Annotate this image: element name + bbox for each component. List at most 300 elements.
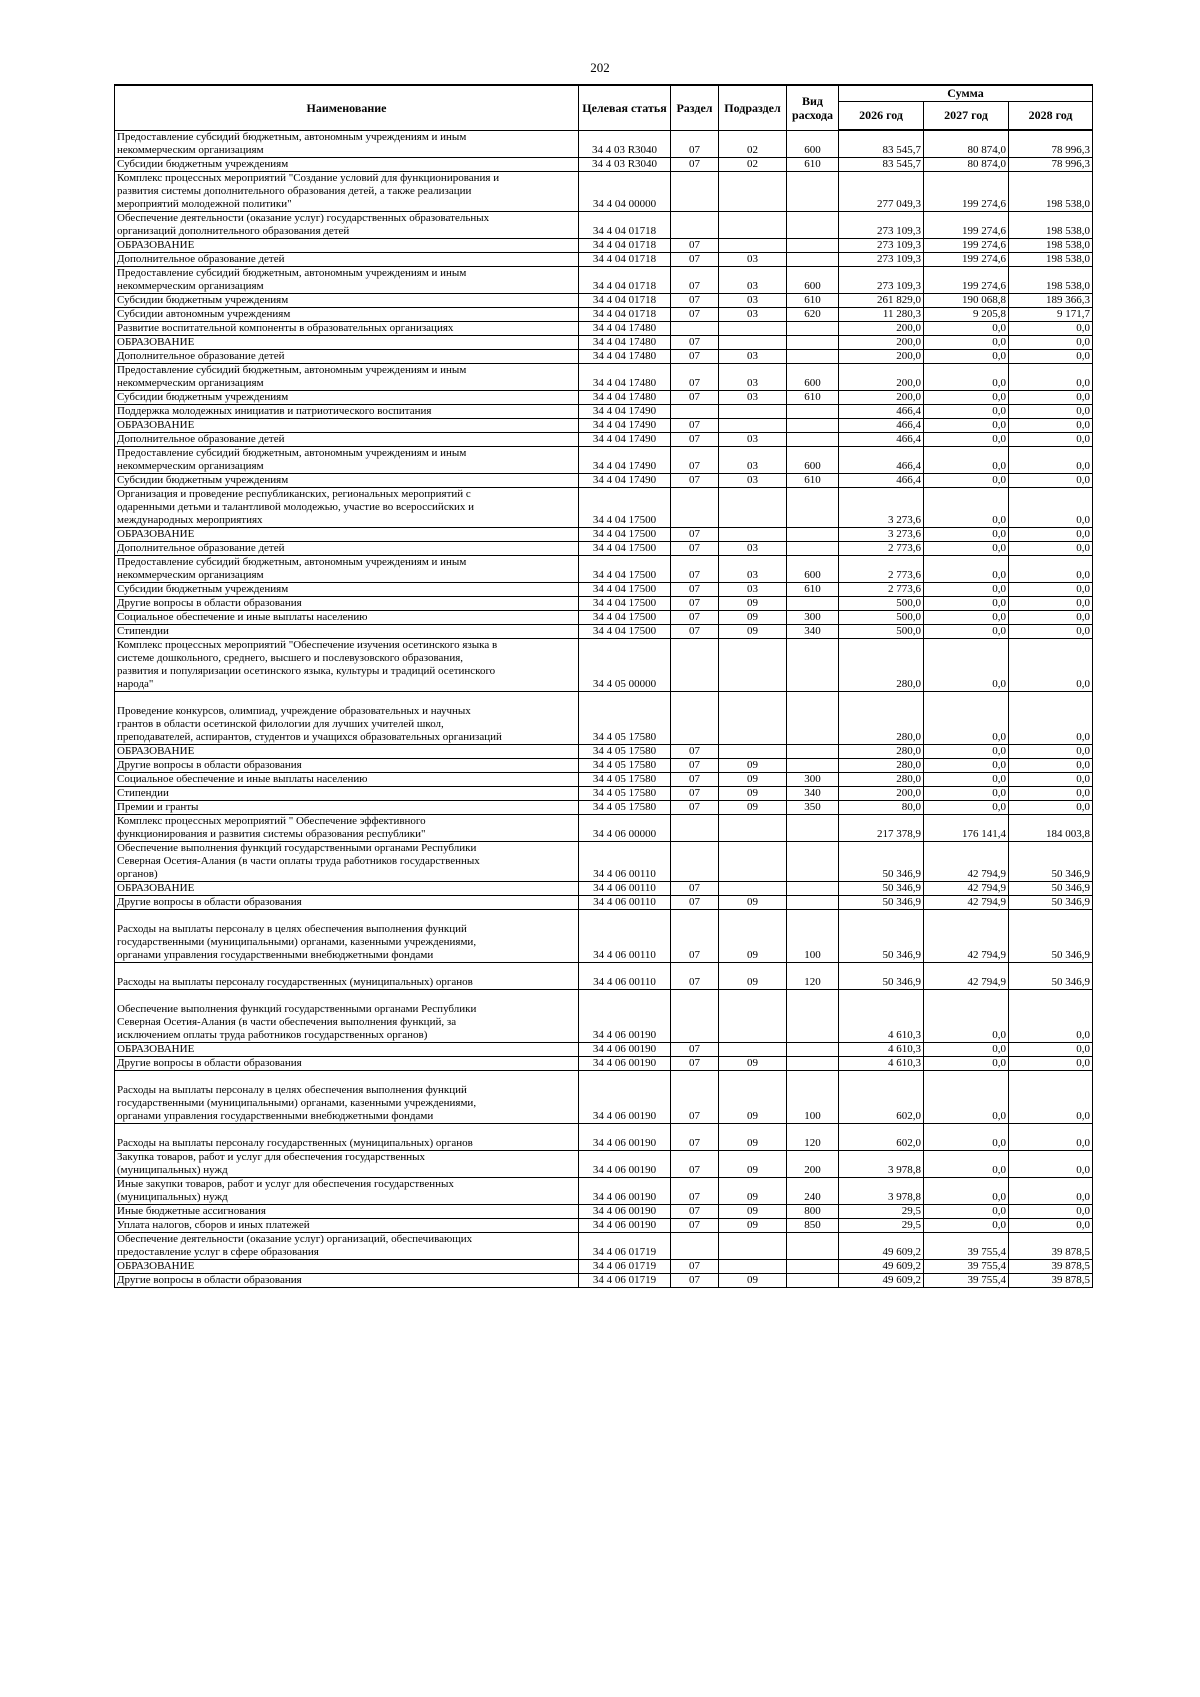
row-razdel: 07 <box>671 266 719 293</box>
row-sum-2027: 42 794,9 <box>924 895 1009 909</box>
row-target-code: 34 4 05 00000 <box>579 638 671 691</box>
row-razdel: 07 <box>671 1204 719 1218</box>
row-sum-2028: 0,0 <box>1009 744 1093 758</box>
row-vid: 800 <box>787 1204 839 1218</box>
row-sum-2026: 80,0 <box>839 800 924 814</box>
row-sum-2026: 280,0 <box>839 772 924 786</box>
row-sum-2028: 184 003,8 <box>1009 814 1093 841</box>
row-sum-2027: 0,0 <box>924 1204 1009 1218</box>
row-razdel <box>671 321 719 335</box>
header-2027: 2027 год <box>924 101 1009 130</box>
row-podrazdel <box>719 1232 787 1259</box>
row-sum-2027: 0,0 <box>924 321 1009 335</box>
table-row <box>115 1218 1093 1232</box>
row-razdel: 07 <box>671 881 719 895</box>
row-sum-2026: 261 829,0 <box>839 293 924 307</box>
row-name: Субсидии автономным учреждениям <box>115 307 579 321</box>
row-razdel: 07 <box>671 157 719 171</box>
row-podrazdel: 09 <box>719 624 787 638</box>
row-name: ОБРАЗОВАНИЕ <box>115 1259 579 1273</box>
table-row <box>115 962 1093 989</box>
row-razdel: 07 <box>671 130 719 157</box>
row-podrazdel: 03 <box>719 363 787 390</box>
row-name: Другие вопросы в области образования <box>115 758 579 772</box>
row-podrazdel: 03 <box>719 541 787 555</box>
table-row <box>115 432 1093 446</box>
row-razdel: 07 <box>671 1123 719 1150</box>
row-target-code: 34 4 04 17480 <box>579 363 671 390</box>
row-sum-2026: 49 609,2 <box>839 1273 924 1287</box>
row-name: Другие вопросы в области образования <box>115 596 579 610</box>
row-sum-2026: 280,0 <box>839 758 924 772</box>
row-target-code: 34 4 06 00110 <box>579 841 671 881</box>
row-sum-2027: 0,0 <box>924 404 1009 418</box>
row-razdel <box>671 989 719 1042</box>
row-razdel: 07 <box>671 555 719 582</box>
row-podrazdel <box>719 691 787 744</box>
row-name: Субсидии бюджетным учреждениям <box>115 157 579 171</box>
row-razdel: 07 <box>671 238 719 252</box>
row-sum-2027: 9 205,8 <box>924 307 1009 321</box>
row-sum-2026: 2 773,6 <box>839 555 924 582</box>
row-sum-2027: 0,0 <box>924 596 1009 610</box>
row-name: Стипендии <box>115 624 579 638</box>
row-razdel: 07 <box>671 1042 719 1056</box>
row-razdel: 07 <box>671 349 719 363</box>
row-name: Проведение конкурсов, олимпиад, учреждение образовательных и научных грантов в области осетинской филологии для лучших учителей школ, преподавателей, аспирантов, студентов и учащихся образовательных организаций <box>115 691 579 744</box>
row-vid <box>787 349 839 363</box>
row-sum-2026: 200,0 <box>839 335 924 349</box>
row-podrazdel: 03 <box>719 293 787 307</box>
row-razdel: 07 <box>671 335 719 349</box>
row-vid: 850 <box>787 1218 839 1232</box>
row-razdel: 07 <box>671 293 719 307</box>
row-sum-2026: 602,0 <box>839 1070 924 1123</box>
row-target-code: 34 4 05 17580 <box>579 744 671 758</box>
row-name: Расходы на выплаты персоналу в целях обеспечения выполнения функций государственными (муниципальными) органами, казенными учреждениями, органами управления государственными внебюджетными фондами <box>115 909 579 962</box>
table-row <box>115 582 1093 596</box>
row-sum-2026: 500,0 <box>839 610 924 624</box>
row-target-code: 34 4 04 01718 <box>579 293 671 307</box>
row-podrazdel <box>719 881 787 895</box>
row-name: Комплекс процессных мероприятий " Обеспечение эффективного функционирования и развития системы образования республики" <box>115 814 579 841</box>
row-razdel: 07 <box>671 1218 719 1232</box>
row-sum-2027: 0,0 <box>924 624 1009 638</box>
row-sum-2027: 39 755,4 <box>924 1273 1009 1287</box>
table-row <box>115 335 1093 349</box>
row-name: Организация и проведение республиканских, региональных мероприятий с одаренными детьми и талантливой молодежью, участие во всероссийских и международных мероприятиях <box>115 487 579 527</box>
row-podrazdel: 02 <box>719 130 787 157</box>
row-sum-2027: 0,0 <box>924 349 1009 363</box>
row-sum-2026: 500,0 <box>839 624 924 638</box>
row-name: Другие вопросы в области образования <box>115 1273 579 1287</box>
row-sum-2027: 80 874,0 <box>924 130 1009 157</box>
row-sum-2026: 3 273,6 <box>839 487 924 527</box>
row-razdel: 07 <box>671 1273 719 1287</box>
table-row <box>115 638 1093 691</box>
row-sum-2028: 0,0 <box>1009 446 1093 473</box>
row-sum-2027: 0,0 <box>924 800 1009 814</box>
table-row <box>115 321 1093 335</box>
row-target-code: 34 4 04 17500 <box>579 610 671 624</box>
row-name: Предоставление субсидий бюджетным, автономным учреждениям и иным некоммерческим организациям <box>115 363 579 390</box>
row-sum-2028: 198 538,0 <box>1009 171 1093 211</box>
row-podrazdel: 09 <box>719 1070 787 1123</box>
row-sum-2028: 0,0 <box>1009 610 1093 624</box>
row-sum-2028: 0,0 <box>1009 1150 1093 1177</box>
row-target-code: 34 4 04 17500 <box>579 487 671 527</box>
row-target-code: 34 4 05 17580 <box>579 758 671 772</box>
row-target-code: 34 4 06 00190 <box>579 1042 671 1056</box>
row-target-code: 34 4 06 00190 <box>579 1056 671 1070</box>
row-sum-2028: 0,0 <box>1009 390 1093 404</box>
row-vid: 120 <box>787 1123 839 1150</box>
row-razdel: 07 <box>671 446 719 473</box>
row-name: Расходы на выплаты персоналу государственных (муниципальных) органов <box>115 1123 579 1150</box>
row-vid <box>787 881 839 895</box>
row-sum-2027: 0,0 <box>924 1056 1009 1070</box>
row-razdel: 07 <box>671 800 719 814</box>
row-sum-2028: 0,0 <box>1009 638 1093 691</box>
table-row <box>115 1259 1093 1273</box>
row-target-code: 34 4 04 17490 <box>579 473 671 487</box>
row-sum-2027: 0,0 <box>924 989 1009 1042</box>
row-name: Дополнительное образование детей <box>115 252 579 266</box>
row-vid <box>787 638 839 691</box>
table-row <box>115 252 1093 266</box>
row-target-code: 34 4 04 17500 <box>579 555 671 582</box>
row-sum-2027: 0,0 <box>924 610 1009 624</box>
row-vid <box>787 1273 839 1287</box>
row-vid <box>787 1232 839 1259</box>
row-razdel: 07 <box>671 418 719 432</box>
row-target-code: 34 4 06 01719 <box>579 1259 671 1273</box>
row-name: Предоставление субсидий бюджетным, автономным учреждениям и иным некоммерческим организациям <box>115 266 579 293</box>
table-row <box>115 800 1093 814</box>
row-sum-2027: 199 274,6 <box>924 252 1009 266</box>
row-sum-2026: 4 610,3 <box>839 989 924 1042</box>
row-vid <box>787 1056 839 1070</box>
header-sum: Сумма <box>839 85 1093 101</box>
row-sum-2027: 0,0 <box>924 363 1009 390</box>
row-vid <box>787 335 839 349</box>
row-razdel: 07 <box>671 432 719 446</box>
row-razdel: 07 <box>671 1177 719 1204</box>
row-razdel <box>671 814 719 841</box>
row-vid <box>787 1259 839 1273</box>
row-podrazdel: 03 <box>719 252 787 266</box>
table-row <box>115 487 1093 527</box>
row-name: Субсидии бюджетным учреждениям <box>115 473 579 487</box>
row-target-code: 34 4 03 R3040 <box>579 130 671 157</box>
row-podrazdel <box>719 238 787 252</box>
row-name: Обеспечение выполнения функций государственными органами Республики Северная Осетия-Алания (в части оплаты труда работников государственных органов) <box>115 841 579 881</box>
row-sum-2028: 0,0 <box>1009 404 1093 418</box>
row-sum-2028: 9 171,7 <box>1009 307 1093 321</box>
table-row <box>115 130 1093 157</box>
row-sum-2026: 200,0 <box>839 321 924 335</box>
row-vid: 120 <box>787 962 839 989</box>
row-sum-2028: 78 996,3 <box>1009 157 1093 171</box>
row-sum-2028: 198 538,0 <box>1009 266 1093 293</box>
row-sum-2028: 0,0 <box>1009 473 1093 487</box>
row-name: Закупка товаров, работ и услуг для обеспечения государственных (муниципальных) нужд <box>115 1150 579 1177</box>
row-sum-2027: 39 755,4 <box>924 1259 1009 1273</box>
table-row <box>115 881 1093 895</box>
row-target-code: 34 4 04 17490 <box>579 418 671 432</box>
table-row <box>115 772 1093 786</box>
table-row <box>115 446 1093 473</box>
table-row <box>115 473 1093 487</box>
row-sum-2026: 466,4 <box>839 418 924 432</box>
row-vid <box>787 758 839 772</box>
row-vid: 300 <box>787 610 839 624</box>
row-sum-2028: 198 538,0 <box>1009 252 1093 266</box>
row-vid: 600 <box>787 555 839 582</box>
row-target-code: 34 4 03 R3040 <box>579 157 671 171</box>
row-razdel: 07 <box>671 1259 719 1273</box>
row-sum-2027: 42 794,9 <box>924 962 1009 989</box>
row-podrazdel: 02 <box>719 157 787 171</box>
row-razdel <box>671 638 719 691</box>
row-podrazdel: 09 <box>719 610 787 624</box>
row-name: Стипендии <box>115 786 579 800</box>
row-target-code: 34 4 04 17500 <box>579 541 671 555</box>
row-target-code: 34 4 06 00110 <box>579 962 671 989</box>
row-name: ОБРАЗОВАНИЕ <box>115 744 579 758</box>
row-vid <box>787 691 839 744</box>
row-razdel: 07 <box>671 527 719 541</box>
row-target-code: 34 4 04 17500 <box>579 624 671 638</box>
row-podrazdel: 09 <box>719 909 787 962</box>
row-sum-2027: 39 755,4 <box>924 1232 1009 1259</box>
row-name: Субсидии бюджетным учреждениям <box>115 582 579 596</box>
row-sum-2028: 0,0 <box>1009 1070 1093 1123</box>
row-vid <box>787 989 839 1042</box>
row-sum-2026: 273 109,3 <box>839 266 924 293</box>
row-razdel <box>671 1232 719 1259</box>
row-sum-2028: 78 996,3 <box>1009 130 1093 157</box>
row-vid: 350 <box>787 800 839 814</box>
row-podrazdel: 09 <box>719 962 787 989</box>
row-sum-2028: 0,0 <box>1009 582 1093 596</box>
row-podrazdel: 03 <box>719 446 787 473</box>
row-sum-2028: 0,0 <box>1009 624 1093 638</box>
row-vid <box>787 252 839 266</box>
row-target-code: 34 4 04 17500 <box>579 527 671 541</box>
row-name: Расходы на выплаты персоналу государственных (муниципальных) органов <box>115 962 579 989</box>
table-row <box>115 758 1093 772</box>
row-razdel: 07 <box>671 307 719 321</box>
row-sum-2026: 280,0 <box>839 638 924 691</box>
row-sum-2028: 50 346,9 <box>1009 962 1093 989</box>
row-razdel: 07 <box>671 772 719 786</box>
row-name: ОБРАЗОВАНИЕ <box>115 1042 579 1056</box>
row-sum-2027: 199 274,6 <box>924 266 1009 293</box>
row-razdel <box>671 211 719 238</box>
row-sum-2027: 199 274,6 <box>924 171 1009 211</box>
row-name: Обеспечение выполнения функций государственными органами Республики Северная Осетия-Алания (в части обеспечения выполнения функций, за исключением оплаты труда работников государственных органов) <box>115 989 579 1042</box>
row-sum-2026: 277 049,3 <box>839 171 924 211</box>
row-name: Расходы на выплаты персоналу в целях обеспечения выполнения функций государственными (муниципальными) органами, казенными учреждениями, органами управления государственными внебюджетными фондами <box>115 1070 579 1123</box>
row-sum-2028: 50 346,9 <box>1009 881 1093 895</box>
row-razdel: 07 <box>671 363 719 390</box>
table-row <box>115 786 1093 800</box>
table-row <box>115 909 1093 962</box>
row-podrazdel: 03 <box>719 266 787 293</box>
table-row <box>115 157 1093 171</box>
row-sum-2026: 466,4 <box>839 446 924 473</box>
row-podrazdel <box>719 814 787 841</box>
row-sum-2028: 0,0 <box>1009 1177 1093 1204</box>
row-sum-2027: 199 274,6 <box>924 211 1009 238</box>
row-podrazdel: 03 <box>719 555 787 582</box>
row-podrazdel <box>719 1042 787 1056</box>
row-name: Уплата налогов, сборов и иных платежей <box>115 1218 579 1232</box>
row-sum-2027: 0,0 <box>924 582 1009 596</box>
row-podrazdel: 09 <box>719 800 787 814</box>
row-vid <box>787 541 839 555</box>
row-sum-2027: 176 141,4 <box>924 814 1009 841</box>
row-sum-2027: 0,0 <box>924 555 1009 582</box>
row-name: ОБРАЗОВАНИЕ <box>115 335 579 349</box>
row-vid: 340 <box>787 786 839 800</box>
row-target-code: 34 4 06 00190 <box>579 1070 671 1123</box>
row-target-code: 34 4 05 17580 <box>579 800 671 814</box>
row-sum-2028: 0,0 <box>1009 349 1093 363</box>
row-razdel: 07 <box>671 473 719 487</box>
row-podrazdel <box>719 841 787 881</box>
row-vid <box>787 527 839 541</box>
table-row <box>115 1232 1093 1259</box>
row-sum-2026: 83 545,7 <box>839 130 924 157</box>
row-target-code: 34 4 04 01718 <box>579 307 671 321</box>
row-razdel: 07 <box>671 1070 719 1123</box>
table-row <box>115 814 1093 841</box>
row-sum-2027: 42 794,9 <box>924 881 1009 895</box>
table-row <box>115 610 1093 624</box>
row-sum-2027: 0,0 <box>924 527 1009 541</box>
table-row <box>115 624 1093 638</box>
row-sum-2027: 42 794,9 <box>924 841 1009 881</box>
row-sum-2028: 39 878,5 <box>1009 1273 1093 1287</box>
row-name: Комплекс процессных мероприятий "Обеспечение изучения осетинского языка в системе дошкольного, среднего, высшего и послевузовского образования, развития и популяризации осетинского языка, культуры и традиций осетинского народа" <box>115 638 579 691</box>
row-sum-2026: 50 346,9 <box>839 962 924 989</box>
row-podrazdel: 09 <box>719 758 787 772</box>
row-sum-2026: 273 109,3 <box>839 211 924 238</box>
row-target-code: 34 4 06 00190 <box>579 1150 671 1177</box>
row-sum-2028: 198 538,0 <box>1009 211 1093 238</box>
row-sum-2026: 49 609,2 <box>839 1259 924 1273</box>
row-podrazdel: 09 <box>719 1273 787 1287</box>
row-sum-2028: 0,0 <box>1009 691 1093 744</box>
row-podrazdel: 03 <box>719 473 787 487</box>
row-vid: 600 <box>787 446 839 473</box>
row-podrazdel: 03 <box>719 349 787 363</box>
row-sum-2027: 0,0 <box>924 744 1009 758</box>
row-vid: 620 <box>787 307 839 321</box>
row-target-code: 34 4 04 01718 <box>579 211 671 238</box>
row-podrazdel <box>719 744 787 758</box>
row-sum-2028: 0,0 <box>1009 418 1093 432</box>
row-sum-2026: 466,4 <box>839 473 924 487</box>
row-sum-2028: 0,0 <box>1009 432 1093 446</box>
row-name: Предоставление субсидий бюджетным, автономным учреждениям и иным некоммерческим организациям <box>115 130 579 157</box>
table-row <box>115 211 1093 238</box>
row-target-code: 34 4 04 17500 <box>579 596 671 610</box>
row-sum-2026: 3 978,8 <box>839 1177 924 1204</box>
row-sum-2026: 200,0 <box>839 786 924 800</box>
row-name: Субсидии бюджетным учреждениям <box>115 293 579 307</box>
row-vid <box>787 744 839 758</box>
row-vid <box>787 418 839 432</box>
row-name: Предоставление субсидий бюджетным, автономным учреждениям и иным некоммерческим организациям <box>115 446 579 473</box>
table-row <box>115 307 1093 321</box>
table-row <box>115 349 1093 363</box>
row-podrazdel: 09 <box>719 1056 787 1070</box>
row-sum-2028: 0,0 <box>1009 555 1093 582</box>
row-sum-2027: 0,0 <box>924 691 1009 744</box>
row-sum-2026: 3 978,8 <box>839 1150 924 1177</box>
row-razdel: 07 <box>671 582 719 596</box>
row-vid <box>787 487 839 527</box>
row-sum-2027: 0,0 <box>924 541 1009 555</box>
row-target-code: 34 4 04 17480 <box>579 349 671 363</box>
table-row <box>115 1150 1093 1177</box>
row-sum-2026: 4 610,3 <box>839 1056 924 1070</box>
row-sum-2027: 0,0 <box>924 1042 1009 1056</box>
row-target-code: 34 4 06 00190 <box>579 1204 671 1218</box>
row-sum-2028: 0,0 <box>1009 1218 1093 1232</box>
table-row <box>115 390 1093 404</box>
row-sum-2028: 198 538,0 <box>1009 238 1093 252</box>
row-vid <box>787 238 839 252</box>
row-name: Иные бюджетные ассигнования <box>115 1204 579 1218</box>
row-name: ОБРАЗОВАНИЕ <box>115 238 579 252</box>
row-sum-2026: 273 109,3 <box>839 252 924 266</box>
row-name: Дополнительное образование детей <box>115 541 579 555</box>
row-sum-2027: 0,0 <box>924 772 1009 786</box>
row-sum-2027: 80 874,0 <box>924 157 1009 171</box>
row-sum-2027: 199 274,6 <box>924 238 1009 252</box>
row-razdel: 07 <box>671 786 719 800</box>
row-vid <box>787 841 839 881</box>
row-target-code: 34 4 06 00190 <box>579 989 671 1042</box>
row-name: Социальное обеспечение и иные выплаты населению <box>115 610 579 624</box>
row-name: Поддержка молодежных инициатив и патриотического воспитания <box>115 404 579 418</box>
row-target-code: 34 4 06 00190 <box>579 1218 671 1232</box>
row-target-code: 34 4 04 17490 <box>579 446 671 473</box>
row-vid: 300 <box>787 772 839 786</box>
row-razdel <box>671 841 719 881</box>
row-sum-2026: 280,0 <box>839 691 924 744</box>
row-sum-2027: 0,0 <box>924 418 1009 432</box>
row-sum-2027: 0,0 <box>924 638 1009 691</box>
row-vid: 610 <box>787 157 839 171</box>
row-name: ОБРАЗОВАНИЕ <box>115 527 579 541</box>
row-sum-2027: 0,0 <box>924 390 1009 404</box>
row-target-code: 34 4 06 00190 <box>579 1123 671 1150</box>
row-name: Дополнительное образование детей <box>115 432 579 446</box>
row-sum-2027: 0,0 <box>924 446 1009 473</box>
row-razdel: 07 <box>671 596 719 610</box>
table-row <box>115 1273 1093 1287</box>
header-podrazdel: Подраздел <box>719 85 787 130</box>
row-sum-2026: 466,4 <box>839 432 924 446</box>
row-sum-2027: 42 794,9 <box>924 909 1009 962</box>
row-sum-2026: 29,5 <box>839 1204 924 1218</box>
row-sum-2026: 500,0 <box>839 596 924 610</box>
